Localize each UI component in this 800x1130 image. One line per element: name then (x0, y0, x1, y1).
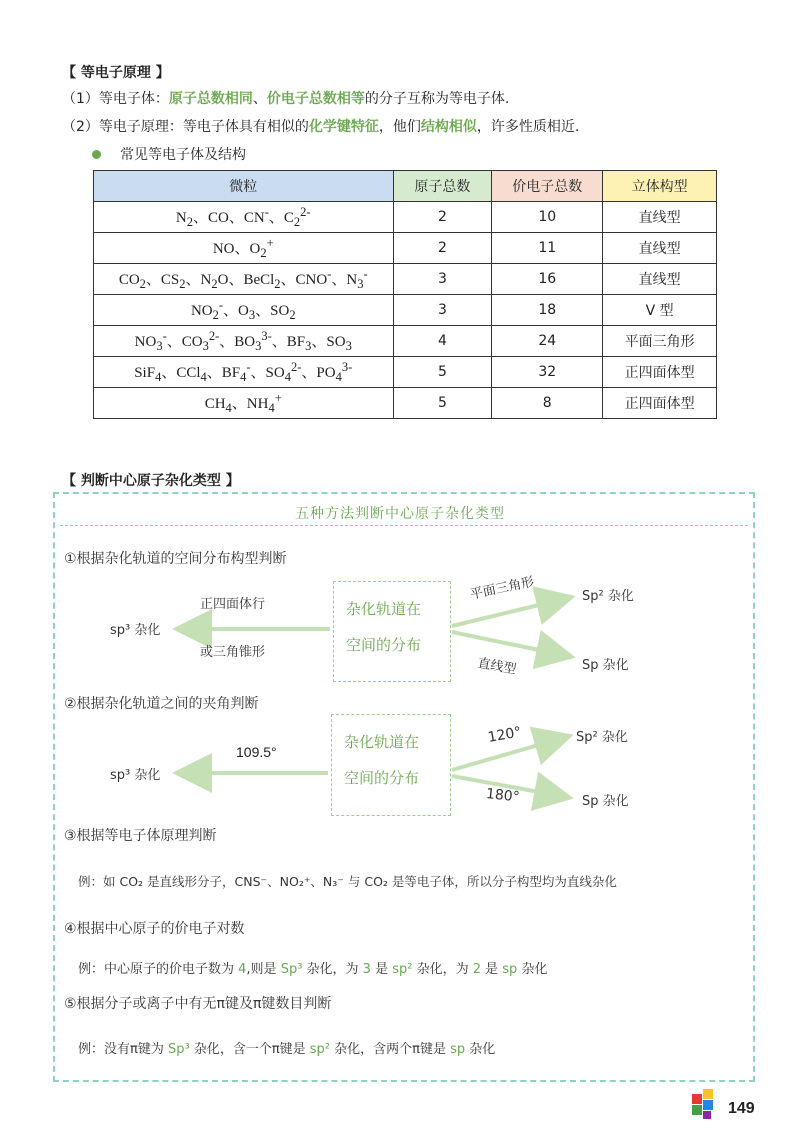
m5-ex-d: sp² (309, 1042, 331, 1057)
header-atoms: 原子总数 (393, 171, 492, 202)
particle-cell: $N_2$、CO、CN-、$C_2^{2-}$ (94, 202, 394, 233)
def1-highlight-1: 原子总数相同 (168, 91, 253, 107)
m1-upper-result: Sp² 杂化 (582, 589, 634, 604)
m1-left-bottom: 或三角锥形 (200, 645, 266, 660)
electrons-cell: 24 (492, 326, 603, 357)
electrons-cell: 8 (492, 388, 603, 419)
header-particle: 微粒 (94, 171, 394, 202)
m4-ex-i: 杂化，为 (412, 962, 473, 977)
m4-ex-j: 2 (472, 962, 482, 977)
m2-lower-result: Sp 杂化 (582, 794, 629, 809)
def2-mid: ，他们 (378, 119, 421, 135)
def2-suffix: ，许多性质相近. (476, 119, 580, 135)
m1-center-line2: 空间的分布 (346, 636, 422, 654)
m2-center-line1: 杂化轨道在 (344, 733, 420, 751)
particle-cell: SiF$_4$、CCl$_4$、$BF_4^-$、$SO_4^{2-}$、$PO_4^{3-}$ (94, 357, 394, 388)
shape-cell: 正四面体型 (603, 357, 717, 388)
section-title-isoelectronic: 【 等电子原理 】 (62, 65, 170, 81)
m4-ex-k: 是 (481, 962, 503, 977)
particle-cell: NO、$O_2^+$ (94, 233, 394, 264)
m2-title: ②根据杂化轨道之间的夹角判断 (64, 696, 259, 712)
m5-ex-e: 杂化，含两个π键是 (330, 1042, 451, 1057)
shape-cell: 平面三角形 (603, 326, 717, 357)
shape-cell: V 型 (603, 295, 717, 326)
m2-left-label: 109.5° (236, 744, 277, 760)
box-title: 五种方法判断中心原子杂化类型 (295, 506, 505, 522)
m4-ex-m: 杂化 (517, 962, 548, 977)
def2-prefix: （2）等电子原理：等电子体具有相似的 (62, 119, 309, 135)
particle-cell: $CH_4$、$NH_4^+$ (94, 388, 394, 419)
m4-ex-a: 例：中心原子的价电子数为 (78, 962, 239, 977)
electrons-cell: 18 (492, 295, 603, 326)
shape-cell: 直线型 (603, 202, 717, 233)
particle-cell: $NO_2^-$、$O_3$、$SO_2$ (94, 295, 394, 326)
m4-ex-b: 4 (238, 962, 247, 977)
electrons-cell: 10 (492, 202, 603, 233)
publisher-logo-icon (690, 1088, 722, 1126)
m5-ex-b: Sp³ (167, 1042, 190, 1057)
atoms-cell: 5 (393, 388, 492, 419)
bullet-text: 常见等电子体及结构 (120, 147, 246, 163)
m5-ex-c: 杂化，含一个π键是 (189, 1042, 310, 1057)
m3-example: 例：如 CO₂ 是直线形分子，CNS⁻、NO₂⁺、N₃⁻ 与 CO₂ 是等电子体，所以分子构型均为直线杂化 (78, 874, 617, 889)
atoms-cell: 2 (393, 233, 492, 264)
electrons-cell: 11 (492, 233, 603, 264)
m4-example (78, 958, 547, 977)
particle-cell: $CO_2$、$CS_2$、$N_2O$、BeCl$_2$、CNO-、$N_3^-$ (94, 264, 394, 295)
electrons-cell: 16 (492, 264, 603, 295)
electrons-cell: 32 (492, 357, 603, 388)
atoms-cell: 5 (393, 357, 492, 388)
m1-left-result: sp³ 杂化 (110, 623, 161, 638)
def2-highlight-2: 结构相似 (420, 119, 477, 135)
m4-ex-f: 3 (362, 962, 371, 977)
m4-ex-h: sp² (392, 962, 413, 977)
m1-title: ①根据杂化轨道的空间分布构型判断 (64, 551, 287, 567)
m1-lower-result: Sp 杂化 (582, 658, 629, 673)
m5-ex-a: 例：没有π键为 (78, 1042, 168, 1057)
shape-cell: 正四面体型 (603, 388, 717, 419)
m2-upper-label: 120° (486, 724, 523, 746)
m1-lower-arrow (452, 632, 568, 656)
particle-cell: $NO_3^-$、$CO_3^{2-}$、$BO_3^{3-}$、$BF_3$、$SO_3$ (94, 326, 394, 357)
header-shape: 立体构型 (603, 171, 717, 202)
m5-title: ⑤根据分子或离子中有无π键及π键数目判断 (64, 996, 332, 1012)
m5-example (78, 1038, 495, 1057)
m5-ex-g: 杂化 (465, 1042, 496, 1057)
atoms-cell: 3 (393, 264, 492, 295)
header-electrons: 价电子总数 (492, 171, 603, 202)
def1-suffix: 的分子互称为等电子体. (364, 91, 510, 107)
m1-upper-arrow (452, 598, 568, 626)
m1-center-line1: 杂化轨道在 (346, 600, 422, 618)
def1-mid: 、 (252, 91, 267, 107)
m1-upper-label: 平面三角形 (468, 574, 536, 603)
atoms-cell: 4 (393, 326, 492, 357)
m2-lower-label: 180° (485, 786, 521, 806)
m4-title: ④根据中心原子的价电子对数 (64, 921, 245, 937)
m1-left-top: 正四面体行 (200, 597, 266, 612)
m4-ex-g: 是 (370, 962, 393, 977)
shape-cell: 直线型 (603, 233, 717, 264)
m2-upper-result: Sp² 杂化 (576, 730, 628, 745)
def2-highlight-1: 化学键特征 (308, 119, 379, 135)
m2-center-box (331, 714, 451, 816)
m4-ex-d: Sp³ (280, 962, 303, 977)
def1-highlight-2: 价电子总数相等 (266, 91, 365, 107)
m1-center-box (333, 581, 451, 682)
m4-ex-e: 杂化，为 (302, 962, 363, 977)
m4-ex-c: ,则是 (246, 962, 281, 977)
m2-left-result: sp³ 杂化 (110, 768, 161, 783)
atoms-cell: 2 (393, 202, 492, 233)
shape-cell: 直线型 (603, 264, 717, 295)
def1-prefix: （1）等电子体： (62, 91, 169, 107)
m3-title: ③根据等电子体原理判断 (64, 828, 217, 844)
page-number: 149 (728, 1100, 755, 1117)
atoms-cell: 3 (393, 295, 492, 326)
section-title-hybridization: 【 判断中心原子杂化类型 】 (62, 473, 240, 489)
m5-ex-f: sp (450, 1042, 466, 1057)
m4-ex-l: sp (502, 962, 518, 977)
m2-center-line2: 空间的分布 (344, 769, 420, 787)
m1-lower-label: 直线型 (476, 656, 518, 678)
